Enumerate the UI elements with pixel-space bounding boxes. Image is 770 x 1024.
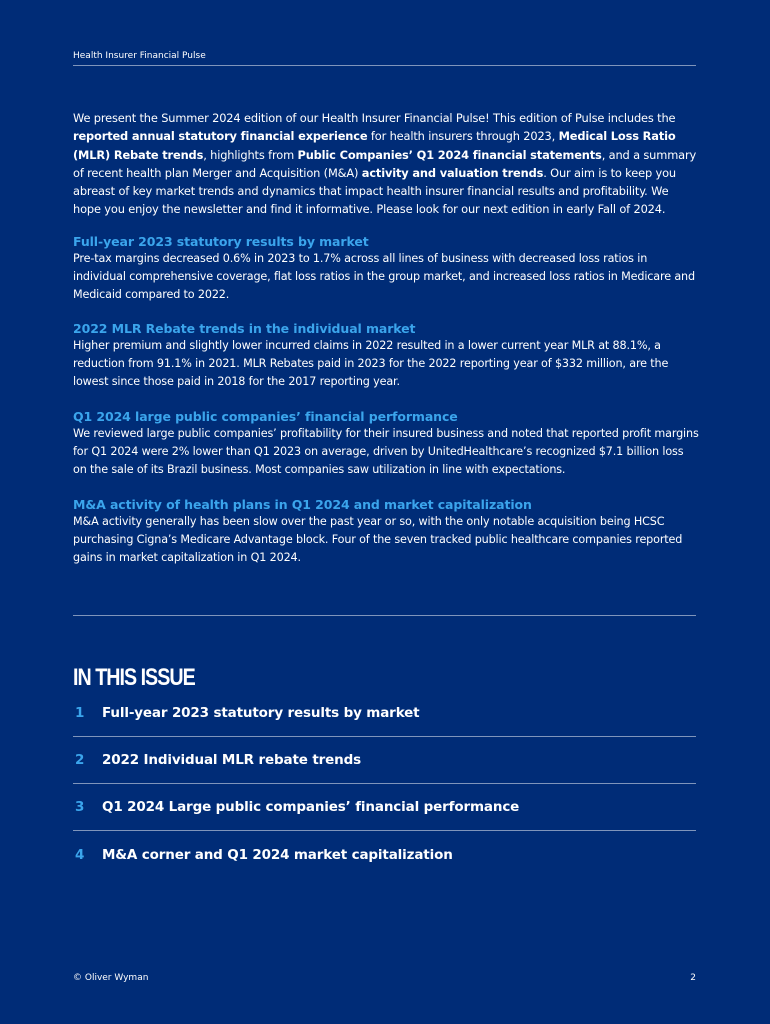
section-body: Pre-tax margins decreased 0.6% in 2023 to 1.7% across all lines of business with decreased loss ratios in individual comprehensive coverage, flat loss ratios in the group market, and increased loss ratios in Medicare and Medicaid compared to 2022. xyxy=(73,252,695,302)
toc-item-number: 3 xyxy=(75,799,85,815)
section-heading: Q1 2024 large public companies’ financial performance xyxy=(73,409,458,424)
toc-item[interactable] xyxy=(73,784,696,831)
table-of-contents xyxy=(73,690,696,878)
intro-text-2: for health insurers through 2023, xyxy=(367,129,559,144)
toc-item[interactable] xyxy=(73,737,696,784)
toc-item[interactable] xyxy=(73,831,696,878)
section-statutory-results xyxy=(73,233,699,304)
page-header xyxy=(73,50,696,66)
toc-item-label[interactable]: Q1 2024 Large public companies’ financial performance xyxy=(102,799,520,815)
toc-item-label[interactable]: M&A corner and Q1 2024 market capitalization xyxy=(102,846,453,863)
section-mlr-rebate xyxy=(73,320,699,391)
section-ma-activity xyxy=(73,496,699,567)
toc-item-number: 1 xyxy=(75,705,85,721)
intro-text-1: We present the Summer 2024 edition of our Health Insurer Financial Pulse! This edition of Pulse includes the xyxy=(73,111,676,125)
intro-text-3: , highlights from xyxy=(203,147,298,162)
toc-item-label[interactable]: 2022 Individual MLR rebate trends xyxy=(102,752,361,768)
section-heading: Full-year 2023 statutory results by market xyxy=(73,234,369,249)
intro-bold-3: Public Companies’ Q1 2024 financial statements xyxy=(297,147,602,162)
intro-bold-1: reported annual statutory financial experience xyxy=(73,129,368,144)
footer-page-number: 2 xyxy=(690,973,696,983)
section-public-companies xyxy=(73,408,699,479)
section-body: We reviewed large public companies’ profitability for their insured business and noted that reported profit margins for Q1 2024 were 2% lower than Q1 2023 on average, driven by UnitedHealthcare’s recognized $7.1 billion loss on the sale of its Brazil business. Most companies saw utilization in line with expectations. xyxy=(73,427,699,477)
section-body: Higher premium and slightly lower incurred claims in 2022 resulted in a lower current year MLR at 88.1%, a reduction from 91.1% in 2021. MLR Rebates paid in 2023 for the 2022 reporting year of $332 million, are the lowest since those paid in 2018 for the 2017 reporting year. xyxy=(73,339,669,389)
intro-text-5: . Our aim is to keep you abreast of key market trends and dynamics that impact health insurer financial results and profitability. We hope you enjoy the newsletter and find it informative. Please look for our next edition in early Fall of 2024. xyxy=(73,165,676,217)
intro-bold-4: activity and valuation trends xyxy=(361,165,544,180)
section-divider xyxy=(73,615,696,616)
toc-item-label[interactable]: Full-year 2023 statutory results by market xyxy=(102,705,420,721)
intro-paragraph xyxy=(73,109,699,219)
intro-bold-2: Medical Loss Ratio (MLR) Rebate trends xyxy=(73,129,676,162)
footer-copyright: © Oliver Wyman xyxy=(73,973,149,983)
section-body: M&A activity generally has been slow over the past year or so, with the only notable acquisition being HCSC purchasing Cigna’s Medicare Advantage block. Four of the seven tracked public healthcare companies reported gains in market capitalization in Q1 2024. xyxy=(73,515,683,565)
section-heading: M&A activity of health plans in Q1 2024 and market capitalization xyxy=(73,497,532,512)
intro-text-4: , and a summary of recent health plan Merger and Acquisition (M&A) xyxy=(73,147,697,180)
toc-item-number: 4 xyxy=(75,846,85,863)
section-heading: 2022 MLR Rebate trends in the individual market xyxy=(73,321,416,336)
toc-item[interactable] xyxy=(73,690,696,737)
in-this-issue-heading: IN THIS ISSUE xyxy=(73,664,195,691)
publication-title: Health Insurer Financial Pulse xyxy=(73,51,206,61)
toc-item-number: 2 xyxy=(75,752,85,768)
header-divider xyxy=(73,65,696,66)
